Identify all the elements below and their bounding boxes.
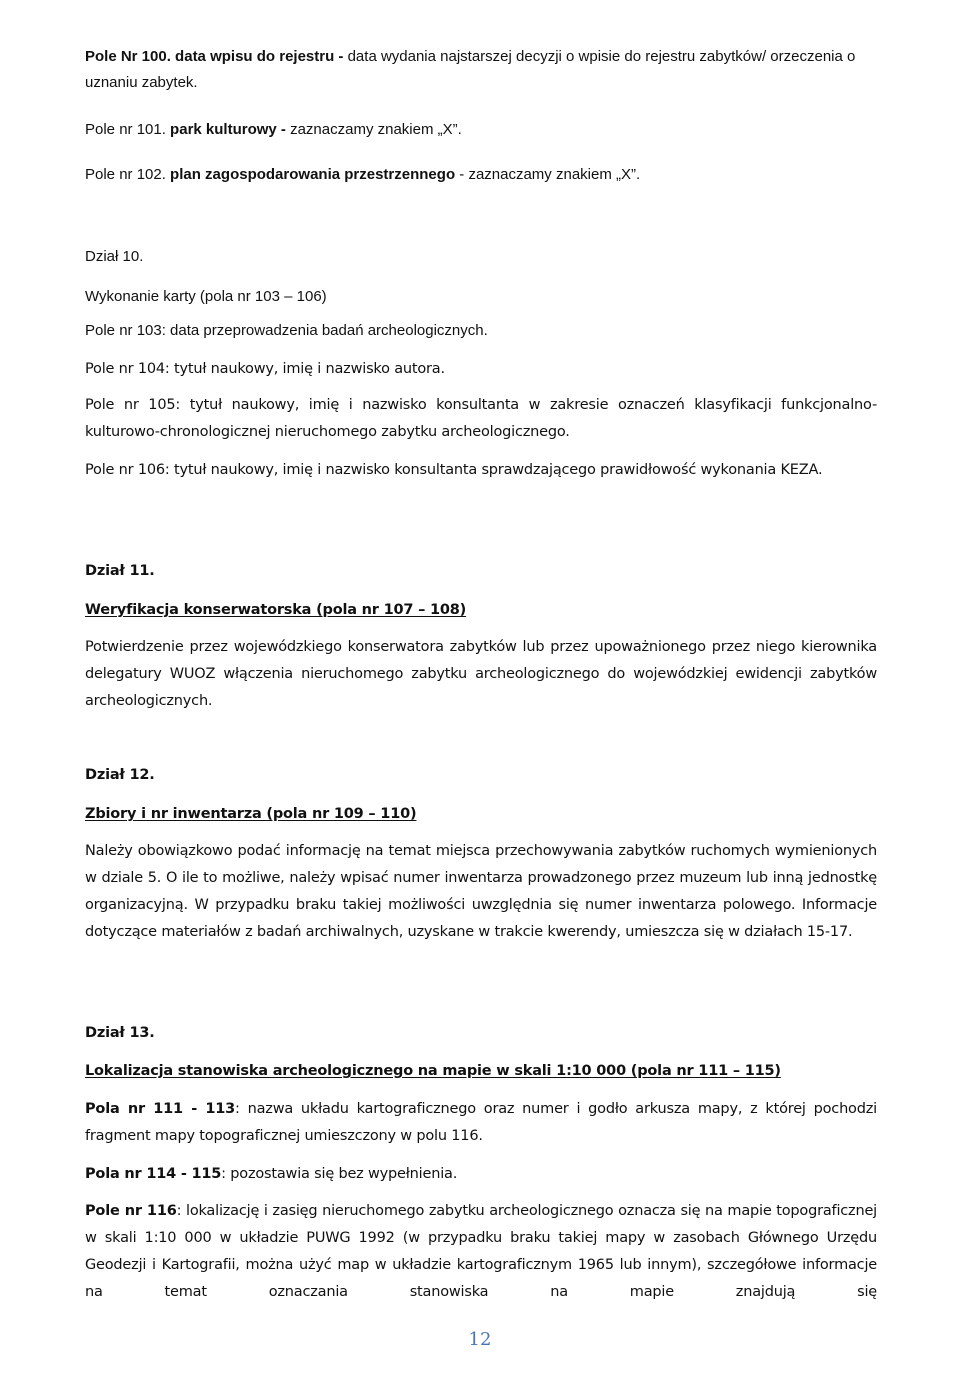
field-104-paragraph: [85, 356, 877, 383]
field-116-paragraph: [85, 1198, 877, 1306]
field-106-text: tytuł naukowy, imię i nazwisko konsultanta sprawdzającego prawidłowość wykonania KEZA.: [169, 462, 823, 478]
section-10-title: Wykonanie karty (pola nr 103 – 106): [85, 288, 327, 305]
section-11-heading: Dział 11.: [85, 563, 155, 579]
section-12-heading: Dział 12.: [85, 767, 155, 783]
field-100-term: data wpisu do rejestru -: [170, 48, 344, 65]
field-105-label: Pole nr 105:: [85, 397, 181, 413]
field-102-term: plan zagospodarowania przestrzennego: [165, 166, 456, 183]
field-111-113-paragraph: [85, 1096, 877, 1150]
field-116-label: Pole nr 116: [85, 1203, 177, 1219]
field-101-paragraph: [85, 117, 877, 143]
field-106-paragraph: [85, 457, 877, 484]
field-100-text: data wydania najstarszej decyzji o wpisie do rejestru zabytków/ orzeczenia o uznaniu zabytek.: [85, 48, 856, 91]
field-114-115-paragraph: [85, 1161, 877, 1188]
field-114-115-text: : pozostawia się bez wypełnienia.: [221, 1166, 458, 1182]
section-13-heading: Dział 13.: [85, 1025, 155, 1041]
field-105-text: tytuł naukowy, imię i nazwisko konsultanta w zakresie oznaczeń klasyfikacji funkcjonalno-kulturowo-chronologicznej nieruchomego zabytku archeologicznego.: [85, 397, 877, 440]
field-116-text: : lokalizację i zasięg nieruchomego zabytku archeologicznego oznacza się na mapie topograficznej w skali 1:10 000 w układzie PUWG 1992 (w przypadku braku takiej mapy w zasobach Głównego Urzędu Geodezji i Kartografii, można użyć map w układzie kartograficznym 1965 lub innym), szczegółowe informacje na temat oznaczania stanowiska na mapie znajdują się: [85, 1203, 877, 1300]
section-13-title: Lokalizacja stanowiska archeologicznego na mapie w skali 1:10 000 (pola nr 111 – 115): [85, 1063, 781, 1079]
section-12-title: Zbiory i nr inwentarza (pola nr 109 – 110): [85, 806, 417, 822]
field-114-115-label: Pola nr 114 - 115: [85, 1166, 222, 1182]
section-11-body: Potwierdzenie przez wojewódzkiego konserwatora zabytków lub przez upoważnionego przez niego kierownika delegatury WUOZ włączenia nieruchomego zabytku archeologicznego do wojewódzkiej ewidencji zabytków archeologicznych.: [85, 639, 877, 709]
section-11-title: Weryfikacja konserwatorska (pola nr 107 – 108): [85, 602, 467, 618]
field-100-label: Pole Nr 100.: [85, 48, 171, 65]
field-104-label: Pole nr 104:: [85, 361, 170, 377]
field-101-term: park kulturowy -: [165, 121, 286, 138]
field-105-paragraph: [85, 392, 877, 446]
field-103-text: data przeprowadzenia badań archeologicznych.: [165, 322, 488, 339]
page-number: 12: [468, 1329, 492, 1350]
field-102-paragraph: [85, 162, 877, 188]
field-102-label: Pole nr 102.: [85, 166, 166, 183]
field-104-text: tytuł naukowy, imię i nazwisko autora.: [169, 361, 445, 377]
field-111-113-label: Pola nr 111 - 113: [85, 1101, 236, 1117]
field-102-text: - zaznaczamy znakiem „X”.: [455, 166, 641, 183]
section-10-heading: Dział 10.: [85, 248, 144, 265]
field-103-paragraph: [85, 318, 877, 344]
field-111-113-text: : nazwa układu kartograficznego oraz numer i godło arkusza mapy, z której pochodzi fragment mapy topograficznej umieszczony w polu 116.: [85, 1101, 877, 1144]
field-100-paragraph: [85, 44, 877, 96]
field-101-text: zaznaczamy znakiem „X”.: [285, 121, 462, 138]
field-106-label: Pole nr 106:: [85, 462, 170, 478]
section-12-body: Należy obowiązkowo podać informację na temat miejsca przechowywania zabytków ruchomych wymienionych w dziale 5. O ile to możliwe, należy wpisać numer inwentarza prowadzonego przez muzeum lub inną jednostkę organizacyjną. W przypadku braku takiej możliwości uwzględnia się numer inwentarza polowego. Informacje dotyczące materiałów z badań archiwalnych, uzyskane w trakcie kwerendy, umieszcza się w działach 15-17.: [85, 843, 877, 940]
field-103-label: Pole nr 103:: [85, 322, 166, 339]
field-101-label: Pole nr 101.: [85, 121, 166, 138]
